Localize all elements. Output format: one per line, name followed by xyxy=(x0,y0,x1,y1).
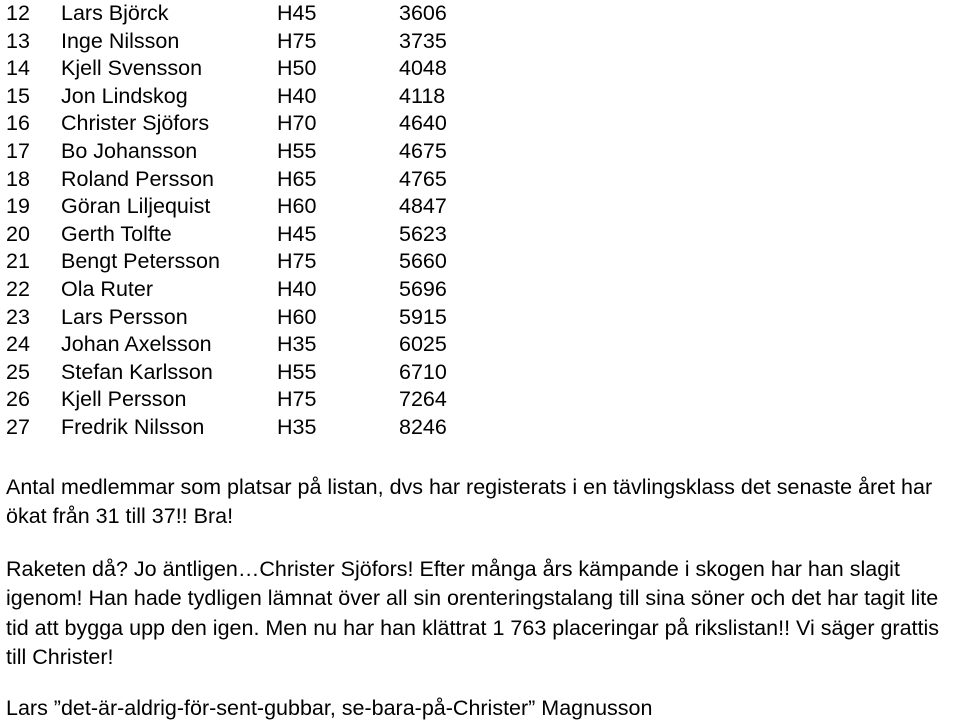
ranking-score: 4048 xyxy=(399,56,447,81)
ranking-score: 6710 xyxy=(399,359,447,384)
rank-number: 20 xyxy=(6,221,30,246)
runner-name: Kjell Persson xyxy=(61,387,187,412)
ranking-score: 3735 xyxy=(399,28,447,53)
ranking-row xyxy=(6,138,956,166)
rank-number: 23 xyxy=(6,304,30,329)
rank-number: 15 xyxy=(6,83,30,108)
runner-name: Stefan Karlsson xyxy=(61,359,213,384)
ranking-score: 4675 xyxy=(399,138,447,163)
runner-name: Johan Axelsson xyxy=(61,332,212,357)
runner-name: Bo Johansson xyxy=(61,138,198,163)
competition-class: H60 xyxy=(277,304,317,329)
competition-class: H45 xyxy=(277,1,317,25)
rank-number: 27 xyxy=(6,414,30,439)
members-note-paragraph: Antal medlemmar som platsar på listan, dvs har registerats i en tävlingsklass det senaste året har ökat från 31 till 37!! Bra! xyxy=(6,475,933,529)
ranking-score: 8246 xyxy=(399,414,447,439)
competition-class: H50 xyxy=(277,56,317,81)
ranking-row xyxy=(6,166,956,194)
runner-name: Fredrik Nilsson xyxy=(61,414,205,439)
ranking-row xyxy=(6,304,956,332)
ranking-list xyxy=(6,0,956,442)
rank-number: 13 xyxy=(6,28,30,53)
ranking-score: 5660 xyxy=(399,249,447,274)
competition-class: H60 xyxy=(277,194,317,219)
raketen-paragraph: Raketen då? Jo äntligen…Christer Sjöfors! Efter många års kämpande i skogen har han slagit igenom! Han hade tydligen lämnat över all sin orenteringstalang till sina söner och det har tagit lite tid att bygga upp den igen. Men nu har han klättrat 1 763 placeringar på rikslistan!! Vi säger grattis till Christer! xyxy=(6,557,940,670)
runner-name: Lars Persson xyxy=(61,304,188,329)
rank-number: 25 xyxy=(6,359,30,384)
ranking-row xyxy=(6,414,956,442)
rank-number: 18 xyxy=(6,166,30,191)
competition-class: H35 xyxy=(277,332,317,357)
competition-class: H40 xyxy=(277,83,317,108)
ranking-row xyxy=(6,331,956,359)
competition-class: H45 xyxy=(277,221,317,246)
rank-number: 21 xyxy=(6,249,30,274)
rank-number: 17 xyxy=(6,138,30,163)
ranking-row xyxy=(6,221,956,249)
ranking-row xyxy=(6,359,956,387)
runner-name: Lars Björck xyxy=(61,1,169,25)
ranking-row xyxy=(6,110,956,138)
runner-name: Kjell Svensson xyxy=(61,56,203,81)
rank-number: 22 xyxy=(6,276,30,301)
ranking-row xyxy=(6,276,956,304)
competition-class: H75 xyxy=(277,28,317,53)
competition-class: H55 xyxy=(277,138,317,163)
ranking-score: 4847 xyxy=(399,194,447,219)
runner-name: Bengt Petersson xyxy=(61,249,220,274)
rank-number: 19 xyxy=(6,194,30,219)
runner-name: Göran Liljequist xyxy=(61,194,211,219)
signature-line: Lars ”det-är-aldrig-för-sent-gubbar, se-bara-på-Christer” Magnusson xyxy=(6,696,653,720)
competition-class: H70 xyxy=(277,111,317,136)
ranking-row xyxy=(6,386,956,414)
ranking-score: 5696 xyxy=(399,276,447,301)
runner-name: Christer Sjöfors xyxy=(61,111,210,136)
ranking-row xyxy=(6,83,956,111)
ranking-score: 5623 xyxy=(399,221,447,246)
rank-number: 14 xyxy=(6,56,30,81)
ranking-row xyxy=(6,0,956,28)
competition-class: H75 xyxy=(277,249,317,274)
competition-class: H55 xyxy=(277,359,317,384)
ranking-score: 3606 xyxy=(399,1,447,25)
rank-number: 24 xyxy=(6,332,30,357)
runner-name: Jon Lindskog xyxy=(61,83,188,108)
ranking-score: 4118 xyxy=(399,83,446,108)
competition-class: H65 xyxy=(277,166,317,191)
ranking-score: 4640 xyxy=(399,111,447,136)
rank-number: 26 xyxy=(6,387,30,412)
runner-name: Ola Ruter xyxy=(61,276,154,301)
ranking-score: 6025 xyxy=(399,332,447,357)
competition-class: H40 xyxy=(277,276,317,301)
runner-name: Inge Nilsson xyxy=(61,28,180,53)
runner-name: Gerth Tolfte xyxy=(61,221,172,246)
ranking-row xyxy=(6,193,956,221)
ranking-score: 7264 xyxy=(399,387,447,412)
ranking-score: 4765 xyxy=(399,166,447,191)
rank-number: 12 xyxy=(6,1,30,25)
ranking-score: 5915 xyxy=(399,304,447,329)
competition-class: H35 xyxy=(277,414,317,439)
rank-number: 16 xyxy=(6,111,30,136)
ranking-row xyxy=(6,248,956,276)
ranking-row xyxy=(6,55,956,83)
ranking-row xyxy=(6,28,956,56)
runner-name: Roland Persson xyxy=(61,166,214,191)
competition-class: H75 xyxy=(277,387,317,412)
